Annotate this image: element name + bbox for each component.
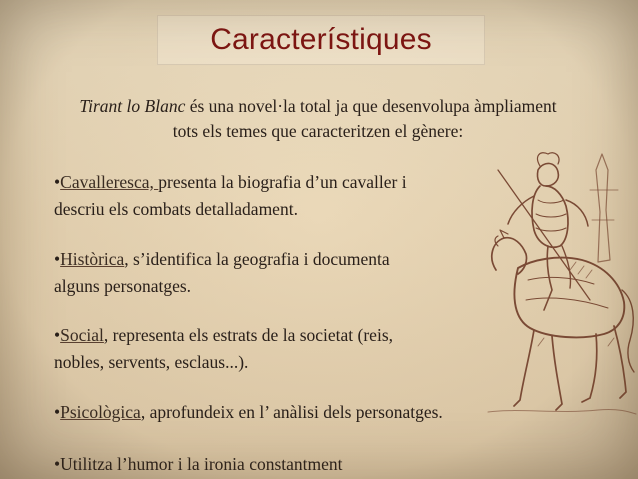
bullet-marker: • <box>54 454 61 474</box>
knight-sketch-icon <box>478 150 638 422</box>
slide-title: Característiques <box>210 23 432 56</box>
term-link-historica[interactable]: Històrica <box>60 249 125 269</box>
intro-line-1 <box>20 94 616 119</box>
bullet-text-line-2: nobles, servents, esclaus...). <box>54 352 249 372</box>
bullet-cavalleresca <box>54 169 407 223</box>
title-box <box>157 15 485 65</box>
knight-illustration <box>478 150 638 422</box>
bullet-marker: • <box>54 325 61 345</box>
book-title: Tirant lo Blanc <box>79 96 186 116</box>
bullet-text: Utilitza l’humor i la ironia constantment <box>60 454 343 474</box>
bullet-text: , representa els estrats de la societat (reis, <box>103 325 393 345</box>
intro-text: és una novel·la total ja que desenvolupa àmpliament <box>185 96 557 116</box>
bullet-text: , aprofundeix en l’ anàlisi dels personatges. <box>140 402 443 422</box>
bullet-text: , s’identifica la geografia i documenta <box>124 249 390 269</box>
intro-line-2: tots els temes que caracteritzen el gènere: <box>172 121 464 141</box>
term-link-psicologica[interactable]: Psicològica <box>60 402 141 422</box>
term-link-cavalleresca[interactable]: Cavalleresca, <box>60 172 159 192</box>
bullet-text: presenta la biografia d’un cavaller i <box>158 172 407 192</box>
bullet-marker: • <box>54 172 61 192</box>
bullet-text-line-2: descriu els combats detalladament. <box>54 199 298 219</box>
bullet-marker: • <box>54 402 61 422</box>
bullet-historica <box>54 246 390 300</box>
term-link-social[interactable]: Social <box>60 325 104 345</box>
bullet-humor <box>54 451 343 478</box>
bullet-social <box>54 322 393 376</box>
bullet-text-line-2: alguns personatges. <box>54 276 192 296</box>
bullet-psicologica <box>54 399 443 426</box>
intro-paragraph <box>20 94 616 144</box>
bullet-marker: • <box>54 249 61 269</box>
